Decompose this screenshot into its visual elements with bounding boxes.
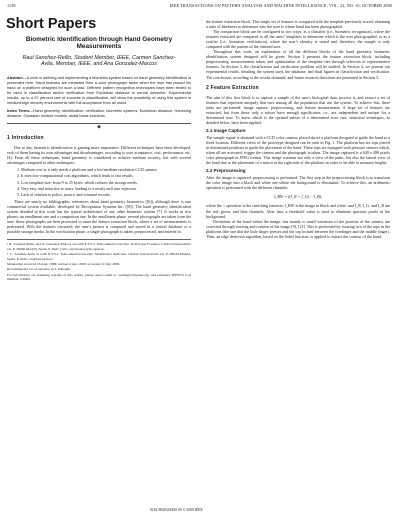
intro-paragraph-1: Due to day, biometric identification is gaining more importance. Different techniques have been developed, each of them having its own advantages and disadvantages, according to user acceptance, cost, performance, etc. [4]. From all these techniques, hand geometry is considered to achieve medium security, but with several advantages compared to other techniques: [7,144,191,166]
index-terms [7,109,191,119]
section-heading-introduction: 1 Introduction [7,134,44,141]
abstract-divider [7,123,191,124]
right-paragraph-5: The sample signal is obtained with a CCD color camera, placed above a platform designed to guide the hand to a fixed location. Different views of the prototype designed can be seen in Fig. 1. The platform has six tops placed in determined positions to guide the placement of the hand. These tops are equipped with pressure sensors which, when all are activated, trigger the camera and the photograph is taken. The image captured is a 640 x 480 pixels color photograph in JPEG format. This image contains not only a view of the palm, but also the lateral view of the hand due to the placement of a mirror in the right side of the platform in order to be able to measure heights. [206,134,390,166]
footnote: • R. Sanchez-Reillo and A. Gonzalez-Marcos are with E.T.S.I. Telecomunicacion-Dpt. Tecnologia Fotonica, Ciudad Universitaria s/n, E-28040-Madrid, Spain. E-mail: {rsllo, agonzalez}@tfo.upm.es. [7,242,191,251]
abstract-text: —A work in defining and implementing a biometric system based on hand geometry identification is presented here. Hand features are extracted from a color photograph taken when the user has placed his hand on a platform designed for such a task. Different pattern recognition techniques have been tested to be used in classification and/or verification from Euclidean distance to neural networks. Experimental results, up to a 97 percent rate of success in classification, will show the possibility of using this system in medium/high security environments with full acceptance from all users. [7,76,191,105]
abstract [7,76,191,106]
section-heading-feature-extraction: 2 Feature Extraction [206,84,259,91]
right-paragraph-4: The aim of this first block is to capture a sample of the user's biological data, process it, and extract a set of features that represent uniquely that user among all the population that use the system. To achieve this, three tasks are performed: image capture, preprocessing, and feature measurement. A large set of features are extracted, but from these only a subset have enough significance, i.e., are independent and unique for a determined user. To know which is the optimal subset of a determined error rate, statistical techniques, as detailed below, have been applied. [206,94,390,125]
right-column [206,19,390,239]
list-item: 1. Medium cost as it only needs a platform and a low/medium resolution CCD camera. [21,167,191,172]
right-paragraph-2: The comparison block can be configured in two ways: as a classifier (i.e., biometric recognition), where the features extracted are compared to all the users' templates to determine which is the user photographed, or as a verifier (i.e., biometric verification), where the user's identity is stated and, therefore, the sample is only compared with the pattern of the claimed user. [206,29,390,50]
footnotes [7,239,191,281]
index-terms-text: —Hand geometry, identification, verification, biometric systems, Euclidean distance, Hamming distance, Gaussian mixture models, radial basis functions. [7,108,191,118]
footnote: Recommended for acceptance by I. Dinstein. [7,267,71,272]
page-number: 1158 [7,3,16,8]
list-item: 2. It uses low-computational cost algorithms, which leads to fast results. [21,173,191,178]
abstract-label: Abstract [7,76,23,81]
paper-title: Biometric Identification through Hand Geometry Measurements [25,36,173,51]
section-title: Short Papers [6,16,97,32]
subsection-heading-preprocessing: 2.2 Preprocessing [206,168,246,174]
footnote: • C. Sanchez-Avila is with E.T.S.I. Telecomunicacion-Dpt. Matematica Aplicada, Ciudad Universitaria s/n, E-28040-Madrid, Spain. E-mail: csa@mat.upm.es. [7,252,191,261]
copyright-line: 0162-8828/00/$10.00 © 2000 IEEE [150,508,203,512]
index-terms-label: Index Terms [7,108,30,113]
left-column [7,36,191,283]
paper-authors: Raul Sanchez-Reillo, Student Member, IEEE, Carmen Sanchez-Avila, Member, IEEE, and Ana Gonzalez-Marcos [22,54,176,68]
equation: I_BW = ((I_R + I_G) − I_B), [274,194,322,200]
footnote: For information on obtaining reprints of this article, please send e-mail to: tpami@computer.org, and reference IEEECS Log Number 110403. [7,272,191,282]
list-item: 4. Very easy and attractive to users: leading to a nearly null user rejection. [21,186,191,191]
subsection-heading-image-capture: 2.1 Image Capture [206,127,246,133]
running-title: IEEE TRANSACTIONS ON PATTERN ANALYSIS AND MACHINE INTELLIGENCE, VOL. 22, NO. 10, OCTOBER 2000 [169,3,392,8]
right-paragraph-6: After the image is captured, preprocessing is performed. The first step in the preprocessing block is to transform the color image into a black and white one where the background is eliminated. To achieve this, an arithmetic operation is performed with the different channels: [206,175,390,191]
list-item: 3. Low template size: from 9 to 25 bytes, which reduces the storage needs. [21,180,191,185]
list-item: 5. Lack of relation to police, justice, and criminal records. [21,192,191,197]
right-paragraph-8: Deviations of the hand within the image, due mainly to small variations of the position of the camera, are corrected through resizing and rotation of the image [9], [13]. This is performed by locating two of the tops in the platforms (the one that the little finger presses and the top located between the forefinger and the middle finger). Then, an edge detection algorithm, based on the Sobel function, is applied to extract the contour of the hand. [206,218,390,239]
footnote: Manuscript received 16 Aug. 1999; revised 4 Apr. 2000; accepted 10 July 2000. [7,262,121,267]
right-paragraph-3: Throughout this work, an explanation of all the different blocks of the hand geometry biometric identification system designed will be given. Section 2 presents the feature extraction block, including preprocessing, measurements taken, and optimization of the template size through selection of representative features. In Section 3, the classification and verification problem will be studied. In Section 4, we present our experimental results, detailing the system used, the database, and final figures in classification and verification. The conclusion, according to the results obtained, and future research directions are presented in Section 5. [206,49,390,80]
advantages-list [7,167,191,197]
right-paragraph-7: where the < operation is the stretching function, I_BW is the image in black and white, and I_R, I_G, and I_B are the red, green, and blue channels. After that, a threshold value is used to eliminate spurious pixels in the background. [206,203,390,219]
intro-paragraph-2: There are nearly no bibliographic references about hand geometry biometrics ([6]), although there is one commercial system available, developed by Recognition Systems Inc. ([8]). The hand geometry identification system detailed in this work has the typical architecture of any other biometric system [7]. It works in two phases: an enrollment one and a comparison one. In the enrollment phase, several photographs are taken from the user; these photographs are then processed to enter the feature extraction block, where a set of measurements is performed. With the features extracted, the user's pattern is computed and stored in a central database or a portable storage media. In the verification phase, a single photograph is taken, preprocessed, and entered in [7,199,191,235]
divider-ornament: ◆ [97,124,101,130]
right-paragraph-1: the feature extraction block. This single set of features is compared with the template previously stored, obtaining a ratio of likeliness to determine who the user is whose hand has been photographed. [206,19,391,30]
